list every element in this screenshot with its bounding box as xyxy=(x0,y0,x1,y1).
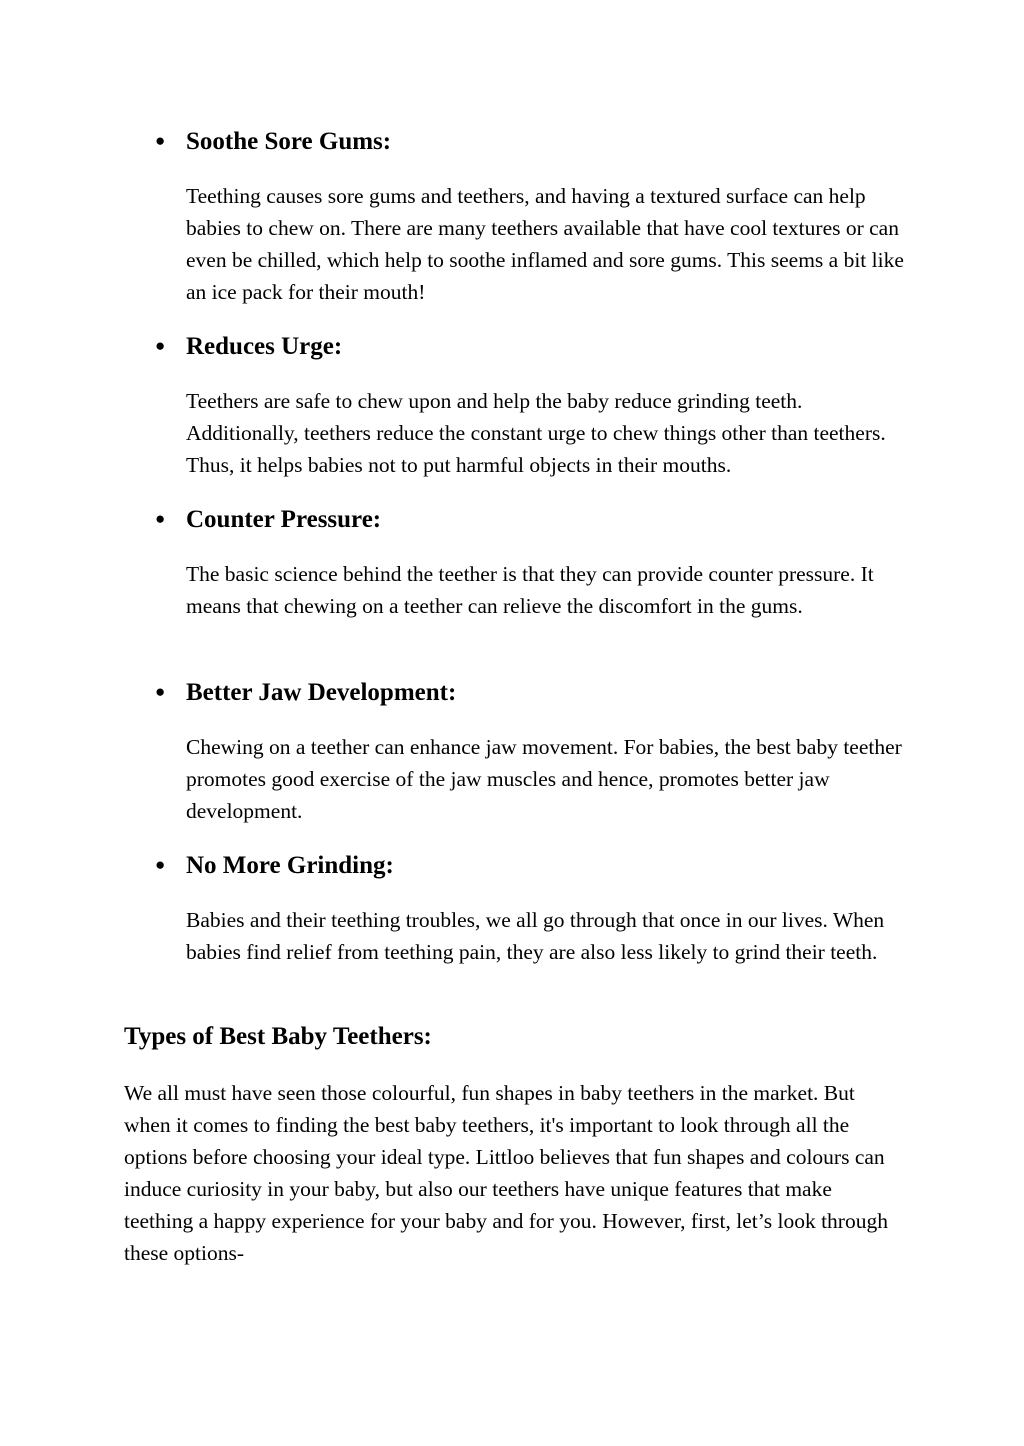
heading-text: Better Jaw Development: xyxy=(186,679,457,706)
section-paragraph: We all must have seen those colourful, fun shapes in baby teethers in the market. But when it comes to finding the best baby teethers, it's important to look through all the options before choosing your ideal type. Littloo believes that fun shapes and colours can induce curiosity in your baby, but also our teethers have unique features that make teething a happy experience for your baby and for you. However, first, let’s look through these options- xyxy=(124,1081,888,1265)
list-item-body: Teething causes sore gums and teethers, and having a textured surface can help babies to chew on. There are many teethers available that have cool textures or can even be chilled, which help to soothe inflamed and sore gums. This seems a bit like an ice pack for their mouth! xyxy=(186,184,904,304)
list-item-heading xyxy=(155,677,456,708)
list-item-heading xyxy=(155,126,391,157)
list-item-body: The basic science behind the teether is that they can provide counter pressure. It means that chewing on a teether can relieve the discomfort in the gums. xyxy=(186,562,874,618)
list-item-body: Babies and their teething troubles, we all go through that once in our lives. When babies find relief from teething pain, they are also less likely to grind their teeth. xyxy=(186,908,885,964)
heading-text: No More Grinding: xyxy=(186,852,394,879)
heading-text: Reduces Urge: xyxy=(186,333,343,360)
list-item-heading xyxy=(155,331,342,362)
heading-text: Counter Pressure: xyxy=(186,506,382,533)
list-item-body: Teethers are safe to chew upon and help the baby reduce grinding teeth. Additionally, teethers reduce the constant urge to chew things other than teethers. Thus, it helps babies not to put harmful objects in their mouths. xyxy=(186,389,886,477)
bullet-icon: ● xyxy=(155,682,166,701)
section-heading: Types of Best Baby Teethers: xyxy=(124,1023,432,1050)
bullet-icon: ● xyxy=(155,509,166,528)
bullet-icon: ● xyxy=(155,131,166,150)
bullet-icon: ● xyxy=(155,336,166,355)
heading-text: Soothe Sore Gums: xyxy=(186,128,392,155)
list-item-heading xyxy=(155,504,381,535)
list-item-body: Chewing on a teether can enhance jaw movement. For babies, the best baby teether promotes good exercise of the jaw muscles and hence, promotes better jaw development. xyxy=(186,735,902,823)
bullet-icon: ● xyxy=(155,855,166,874)
list-item-heading xyxy=(155,850,394,881)
